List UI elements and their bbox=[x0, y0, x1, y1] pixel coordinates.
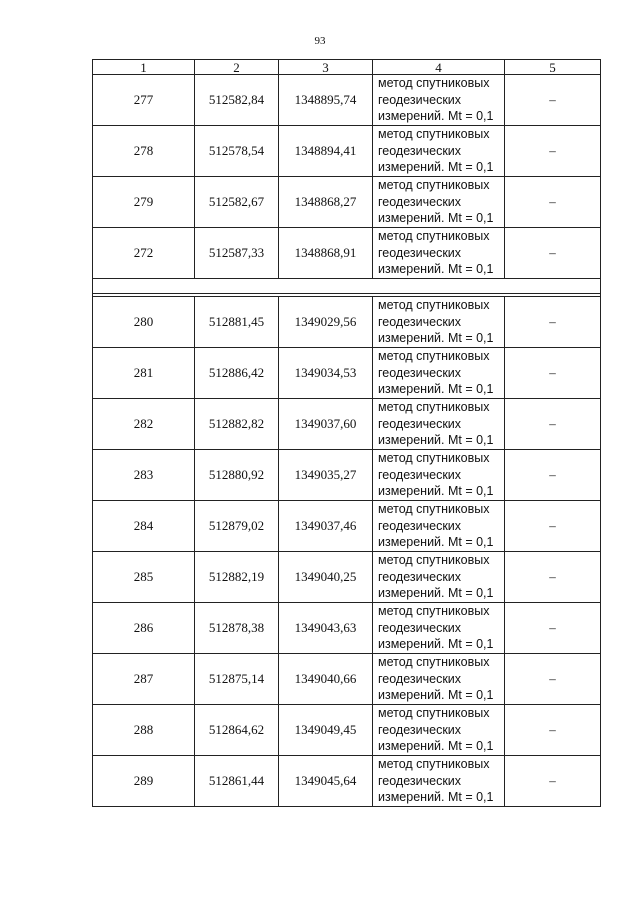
note-cell: – bbox=[505, 75, 601, 126]
method-line: геодезических bbox=[378, 143, 462, 158]
x-coordinate-cell: 512578,54 bbox=[195, 126, 279, 177]
method-line: геодезических bbox=[378, 773, 462, 788]
y-coordinate-cell: 1348895,74 bbox=[279, 75, 373, 126]
note-cell: – bbox=[505, 654, 601, 705]
table-row bbox=[93, 654, 601, 705]
y-coordinate-cell: 1349037,60 bbox=[279, 399, 373, 450]
method-line: измерений. Mt = 0,1 bbox=[378, 484, 494, 498]
point-number-cell: 286 bbox=[93, 603, 195, 654]
method-cell bbox=[373, 654, 505, 705]
note-cell: – bbox=[505, 177, 601, 228]
table-row bbox=[93, 348, 601, 399]
point-group-1 bbox=[93, 75, 601, 279]
table-row bbox=[93, 603, 601, 654]
y-coordinate-cell: 1348868,27 bbox=[279, 177, 373, 228]
point-number-cell: 282 bbox=[93, 399, 195, 450]
method-line: геодезических bbox=[378, 620, 462, 635]
x-coordinate-cell: 512582,84 bbox=[195, 75, 279, 126]
method-line: геодезических bbox=[378, 722, 462, 737]
method-line: измерений. Mt = 0,1 bbox=[378, 160, 494, 174]
method-line: измерений. Mt = 0,1 bbox=[378, 211, 494, 225]
y-coordinate-cell: 1349035,27 bbox=[279, 450, 373, 501]
point-number-cell: 283 bbox=[93, 450, 195, 501]
coordinates-table bbox=[92, 59, 601, 807]
method-line: измерений. Mt = 0,1 bbox=[378, 262, 494, 276]
point-number-cell: 277 bbox=[93, 75, 195, 126]
method-line: измерений. Mt = 0,1 bbox=[378, 109, 494, 123]
method-line: геодезических bbox=[378, 569, 462, 584]
x-coordinate-cell: 512861,44 bbox=[195, 756, 279, 807]
point-number-cell: 284 bbox=[93, 501, 195, 552]
method-cell bbox=[373, 348, 505, 399]
y-coordinate-cell: 1348868,91 bbox=[279, 228, 373, 279]
x-coordinate-cell: 512881,45 bbox=[195, 297, 279, 348]
method-line: метод спутниковых bbox=[378, 655, 490, 669]
method-cell bbox=[373, 177, 505, 228]
method-line: метод спутниковых bbox=[378, 178, 490, 192]
method-cell bbox=[373, 450, 505, 501]
note-cell: – bbox=[505, 450, 601, 501]
y-coordinate-cell: 1349045,64 bbox=[279, 756, 373, 807]
method-cell bbox=[373, 228, 505, 279]
method-cell bbox=[373, 75, 505, 126]
method-cell bbox=[373, 705, 505, 756]
table-row bbox=[93, 501, 601, 552]
table-row bbox=[93, 552, 601, 603]
method-line: измерений. Mt = 0,1 bbox=[378, 739, 494, 753]
note-cell: – bbox=[505, 705, 601, 756]
x-coordinate-cell: 512879,02 bbox=[195, 501, 279, 552]
table-row bbox=[93, 75, 601, 126]
column-header: 5 bbox=[505, 60, 601, 75]
x-coordinate-cell: 512886,42 bbox=[195, 348, 279, 399]
method-line: метод спутниковых bbox=[378, 451, 490, 465]
table-row bbox=[93, 228, 601, 279]
note-cell: – bbox=[505, 348, 601, 399]
method-line: метод спутниковых bbox=[378, 604, 490, 618]
x-coordinate-cell: 512864,62 bbox=[195, 705, 279, 756]
table-row bbox=[93, 450, 601, 501]
method-line: измерений. Mt = 0,1 bbox=[378, 688, 494, 702]
y-coordinate-cell: 1349043,63 bbox=[279, 603, 373, 654]
table-row bbox=[93, 126, 601, 177]
point-number-cell: 281 bbox=[93, 348, 195, 399]
y-coordinate-cell: 1349029,56 bbox=[279, 297, 373, 348]
x-coordinate-cell: 512882,19 bbox=[195, 552, 279, 603]
method-line: измерений. Mt = 0,1 bbox=[378, 535, 494, 549]
note-cell: – bbox=[505, 399, 601, 450]
y-coordinate-cell: 1349034,53 bbox=[279, 348, 373, 399]
method-line: измерений. Mt = 0,1 bbox=[378, 586, 494, 600]
separator-row bbox=[93, 279, 601, 294]
method-line: измерений. Mt = 0,1 bbox=[378, 331, 494, 345]
method-line: метод спутниковых bbox=[378, 400, 490, 414]
method-line: метод спутниковых bbox=[378, 553, 490, 567]
y-coordinate-cell: 1349040,25 bbox=[279, 552, 373, 603]
point-number-cell: 288 bbox=[93, 705, 195, 756]
point-number-cell: 272 bbox=[93, 228, 195, 279]
method-cell bbox=[373, 297, 505, 348]
column-header: 4 bbox=[373, 60, 505, 75]
method-line: геодезических bbox=[378, 416, 462, 431]
method-line: геодезических bbox=[378, 518, 462, 533]
method-line: измерений. Mt = 0,1 bbox=[378, 433, 494, 447]
x-coordinate-cell: 512882,82 bbox=[195, 399, 279, 450]
table-row bbox=[93, 705, 601, 756]
column-header: 1 bbox=[93, 60, 195, 75]
point-group-2 bbox=[93, 297, 601, 807]
method-line: метод спутниковых bbox=[378, 127, 490, 141]
method-line: метод спутниковых bbox=[378, 298, 490, 312]
method-line: геодезических bbox=[378, 92, 462, 107]
point-number-cell: 289 bbox=[93, 756, 195, 807]
method-line: геодезических bbox=[378, 467, 462, 482]
method-cell bbox=[373, 501, 505, 552]
point-number-cell: 287 bbox=[93, 654, 195, 705]
x-coordinate-cell: 512875,14 bbox=[195, 654, 279, 705]
y-coordinate-cell: 1349040,66 bbox=[279, 654, 373, 705]
note-cell: – bbox=[505, 756, 601, 807]
group-separator bbox=[93, 279, 601, 297]
x-coordinate-cell: 512582,67 bbox=[195, 177, 279, 228]
method-line: метод спутниковых bbox=[378, 229, 490, 243]
x-coordinate-cell: 512880,92 bbox=[195, 450, 279, 501]
y-coordinate-cell: 1349037,46 bbox=[279, 501, 373, 552]
method-line: метод спутниковых bbox=[378, 349, 490, 363]
table-row bbox=[93, 399, 601, 450]
method-line: измерений. Mt = 0,1 bbox=[378, 637, 494, 651]
method-cell bbox=[373, 399, 505, 450]
note-cell: – bbox=[505, 228, 601, 279]
page-number: 93 bbox=[314, 35, 326, 47]
table-row bbox=[93, 756, 601, 807]
point-number-cell: 285 bbox=[93, 552, 195, 603]
method-line: измерений. Mt = 0,1 bbox=[378, 382, 494, 396]
point-number-cell: 279 bbox=[93, 177, 195, 228]
method-line: метод спутниковых bbox=[378, 502, 490, 516]
note-cell: – bbox=[505, 552, 601, 603]
table-row bbox=[93, 297, 601, 348]
method-line: метод спутниковых bbox=[378, 757, 490, 771]
note-cell: – bbox=[505, 126, 601, 177]
note-cell: – bbox=[505, 297, 601, 348]
table-row bbox=[93, 177, 601, 228]
point-number-cell: 278 bbox=[93, 126, 195, 177]
method-line: геодезических bbox=[378, 365, 462, 380]
method-cell bbox=[373, 756, 505, 807]
point-number-cell: 280 bbox=[93, 297, 195, 348]
x-coordinate-cell: 512587,33 bbox=[195, 228, 279, 279]
method-line: геодезических bbox=[378, 671, 462, 686]
column-header: 2 bbox=[195, 60, 279, 75]
method-cell bbox=[373, 603, 505, 654]
method-line: метод спутниковых bbox=[378, 706, 490, 720]
method-cell bbox=[373, 552, 505, 603]
note-cell: – bbox=[505, 501, 601, 552]
x-coordinate-cell: 512878,38 bbox=[195, 603, 279, 654]
method-cell bbox=[373, 126, 505, 177]
note-cell: – bbox=[505, 603, 601, 654]
column-header: 3 bbox=[279, 60, 373, 75]
method-line: метод спутниковых bbox=[378, 76, 490, 90]
y-coordinate-cell: 1348894,41 bbox=[279, 126, 373, 177]
y-coordinate-cell: 1349049,45 bbox=[279, 705, 373, 756]
method-line: геодезических bbox=[378, 245, 462, 260]
method-line: измерений. Mt = 0,1 bbox=[378, 790, 494, 804]
method-line: геодезических bbox=[378, 314, 462, 329]
method-line: геодезических bbox=[378, 194, 462, 209]
header-row bbox=[93, 60, 601, 75]
